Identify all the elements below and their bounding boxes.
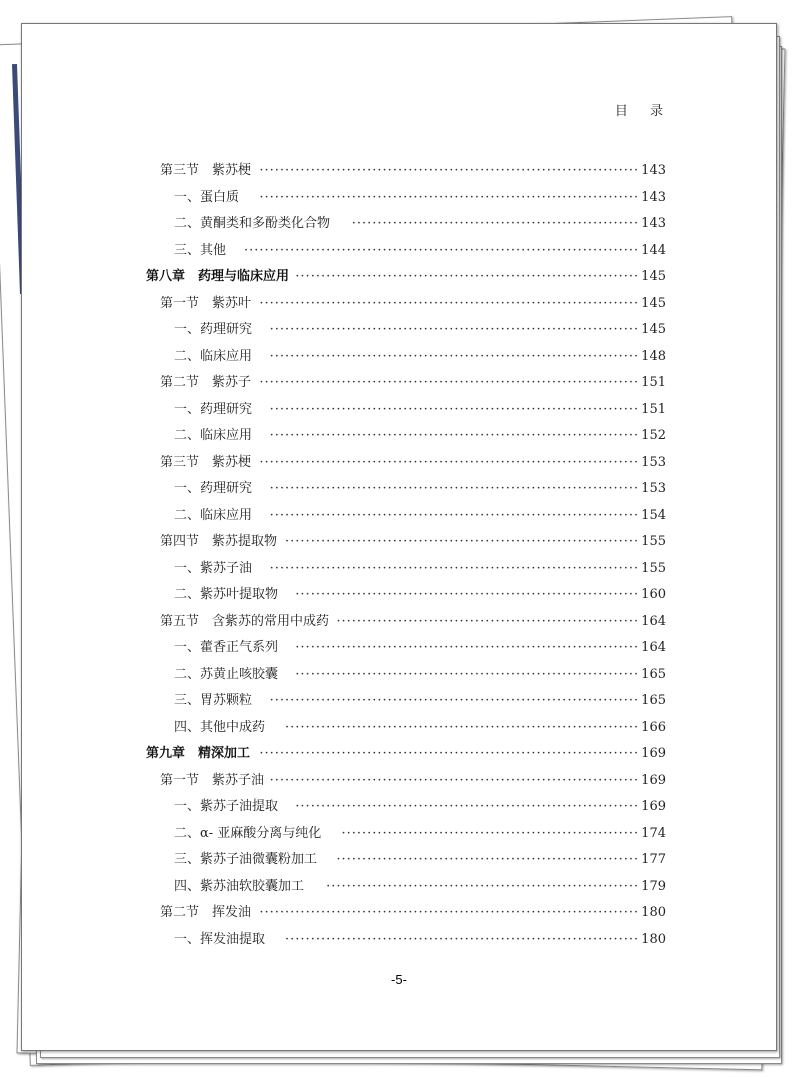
entry-page-number: 143 [641, 163, 666, 178]
dot-leader: ··································································· [295, 666, 640, 682]
entry-page-number: 153 [641, 454, 666, 470]
toc-subsection-entry[interactable] [174, 691, 666, 711]
toc-subsection-entry[interactable] [174, 850, 666, 870]
entry-page-number: 144 [641, 242, 666, 258]
dot-leader: ·········································································· [259, 163, 640, 178]
entry-page-number: 155 [641, 560, 666, 576]
entry-page-number: 160 [641, 587, 666, 602]
entry-title: 二、α- 亚麻酸分离与纯化 [174, 825, 322, 841]
toc-section-entry[interactable] [160, 771, 666, 791]
toc-subsection-entry[interactable] [174, 665, 666, 685]
entry-title: 二、临床应用 [174, 507, 253, 523]
entry-title: 四、紫苏油软胶囊加工 [174, 878, 305, 894]
dot-leader: ·········································································· [259, 189, 640, 205]
entry-title: 第三节 紫苏梗 [160, 163, 252, 178]
entry-page-number: 148 [641, 348, 666, 364]
toc-section-entry[interactable] [160, 453, 666, 473]
dot-leader: ·········································································· [259, 905, 640, 920]
entry-page-number: 166 [641, 719, 666, 735]
dot-leader: ········································································ [269, 772, 640, 788]
toc-subsection-entry[interactable] [174, 214, 666, 234]
dot-leader: ········································································ [269, 481, 640, 496]
entry-page-number: 165 [641, 693, 666, 708]
entry-page-number: 164 [641, 640, 666, 655]
entry-page-number: 179 [641, 878, 666, 894]
toc-section-entry[interactable] [160, 373, 666, 393]
entry-page-number: 143 [641, 216, 666, 231]
dot-leader: ····································································· [285, 931, 640, 947]
dot-leader: ········································································ [269, 693, 640, 708]
dot-leader: ·········································································· [259, 454, 640, 470]
entry-page-number: 143 [641, 189, 666, 205]
entry-page-number: 180 [641, 905, 666, 920]
dot-leader: ··························································· [336, 613, 640, 629]
dot-leader: ········································································ [269, 401, 640, 417]
toc-subsection-entry[interactable] [174, 506, 666, 526]
running-header: 目 录 [614, 104, 672, 119]
dot-leader: ··································································· [295, 799, 640, 814]
toc-subsection-entry[interactable] [174, 638, 666, 658]
entry-page-number: 153 [641, 481, 666, 496]
entry-title: 第五节 含紫苏的常用中成药 [160, 613, 330, 629]
entry-title: 二、黄酮类和多酚类化合物 [174, 216, 331, 231]
entry-title: 第一节 紫苏叶 [160, 295, 252, 311]
dot-leader: ····································································· [285, 534, 640, 549]
toc-section-entry[interactable] [160, 294, 666, 314]
dot-leader: ········································································ [269, 322, 640, 337]
toc-subsection-entry[interactable] [174, 824, 666, 844]
entry-title: 一、药理研究 [174, 401, 253, 417]
entry-title: 一、紫苏子油 [174, 560, 253, 576]
dot-leader: ··································································· [295, 587, 640, 602]
toc-chapter-entry[interactable] [146, 744, 666, 764]
entry-title: 二、苏黄止咳胶囊 [174, 666, 279, 682]
dot-leader: ··························································· [336, 852, 640, 867]
entry-title: 第九章 精深加工 [146, 746, 251, 761]
entry-page-number: 145 [641, 295, 666, 311]
toc-subsection-entry[interactable] [174, 426, 666, 446]
entry-page-number: 151 [641, 401, 666, 417]
dot-leader: ····································································· [285, 719, 640, 735]
entry-title: 四、其他中成药 [174, 719, 266, 735]
toc-subsection-entry[interactable] [174, 930, 666, 950]
entry-title: 一、挥发油提取 [174, 931, 266, 947]
toc-subsection-entry[interactable] [174, 718, 666, 738]
toc-subsection-entry[interactable] [174, 877, 666, 897]
dot-leader: ············································································· [243, 242, 640, 258]
entry-title: 三、其他 [174, 242, 227, 258]
entry-title: 第一节 紫苏子油 [160, 772, 265, 788]
entry-title: 二、临床应用 [174, 428, 253, 443]
entry-title: 第八章 药理与临床应用 [146, 269, 290, 284]
dot-leader: ··································································· [295, 269, 640, 284]
entry-page-number: 164 [641, 613, 666, 629]
toc-subsection-entry[interactable] [174, 241, 666, 261]
entry-page-number: 169 [641, 799, 666, 814]
entry-page-number: 174 [641, 825, 666, 841]
entry-page-number: 145 [641, 322, 666, 337]
entry-title: 三、胃苏颗粒 [174, 693, 253, 708]
entry-page-number: 145 [641, 269, 666, 284]
entry-page-number: 169 [641, 772, 666, 788]
entry-page-number: 177 [641, 852, 666, 867]
dot-leader: ·························································· [341, 825, 640, 841]
toc-section-entry[interactable] [160, 161, 666, 181]
toc-section-entry[interactable] [160, 612, 666, 632]
entry-page-number: 155 [641, 534, 666, 549]
toc-subsection-entry[interactable] [174, 347, 666, 367]
entry-page-number: 152 [641, 428, 666, 443]
entry-title: 一、蛋白质 [174, 189, 240, 205]
entry-title: 第三节 紫苏梗 [160, 454, 252, 470]
entry-title: 一、药理研究 [174, 322, 253, 337]
entry-title: 一、藿香正气系列 [174, 640, 279, 655]
dot-leader: ·········································································· [259, 375, 640, 390]
entry-title: 二、临床应用 [174, 348, 253, 364]
toc-subsection-entry[interactable] [174, 797, 666, 817]
entry-title: 第四节 紫苏提取物 [160, 534, 278, 549]
entry-title: 一、药理研究 [174, 481, 253, 496]
toc-chapter-entry[interactable] [146, 267, 666, 287]
dot-leader: ·········································································· [259, 295, 640, 311]
toc-page [21, 23, 777, 1051]
entry-page-number: 154 [641, 507, 666, 523]
toc-subsection-entry[interactable] [174, 559, 666, 579]
entry-page-number: 180 [641, 931, 666, 947]
entry-title: 一、紫苏子油提取 [174, 799, 279, 814]
dot-leader: ········································································ [269, 428, 640, 443]
toc-subsection-entry[interactable] [174, 400, 666, 420]
page-number: -5- [391, 972, 407, 987]
dot-leader: ····························································· [326, 878, 640, 894]
dot-leader: ························································ [351, 216, 640, 231]
toc-subsection-entry[interactable] [174, 479, 666, 499]
entry-title: 二、紫苏叶提取物 [174, 587, 279, 602]
toc-subsection-entry[interactable] [174, 188, 666, 208]
entry-title: 三、紫苏子油微囊粉加工 [174, 852, 318, 867]
toc-section-entry[interactable] [160, 903, 666, 923]
toc-subsection-entry[interactable] [174, 320, 666, 340]
dot-leader: ·········································································· [259, 746, 640, 761]
dot-leader: ··································································· [295, 640, 640, 655]
dot-leader: ········································································ [269, 560, 640, 576]
entry-page-number: 169 [641, 746, 666, 761]
entry-title: 第二节 紫苏子 [160, 375, 252, 390]
entry-page-number: 165 [641, 666, 666, 682]
entry-page-number: 151 [641, 375, 666, 390]
dot-leader: ········································································ [269, 507, 640, 523]
toc-subsection-entry[interactable] [174, 585, 666, 605]
dot-leader: ········································································ [269, 348, 640, 364]
toc-section-entry[interactable] [160, 532, 666, 552]
entry-title: 第二节 挥发油 [160, 905, 252, 920]
